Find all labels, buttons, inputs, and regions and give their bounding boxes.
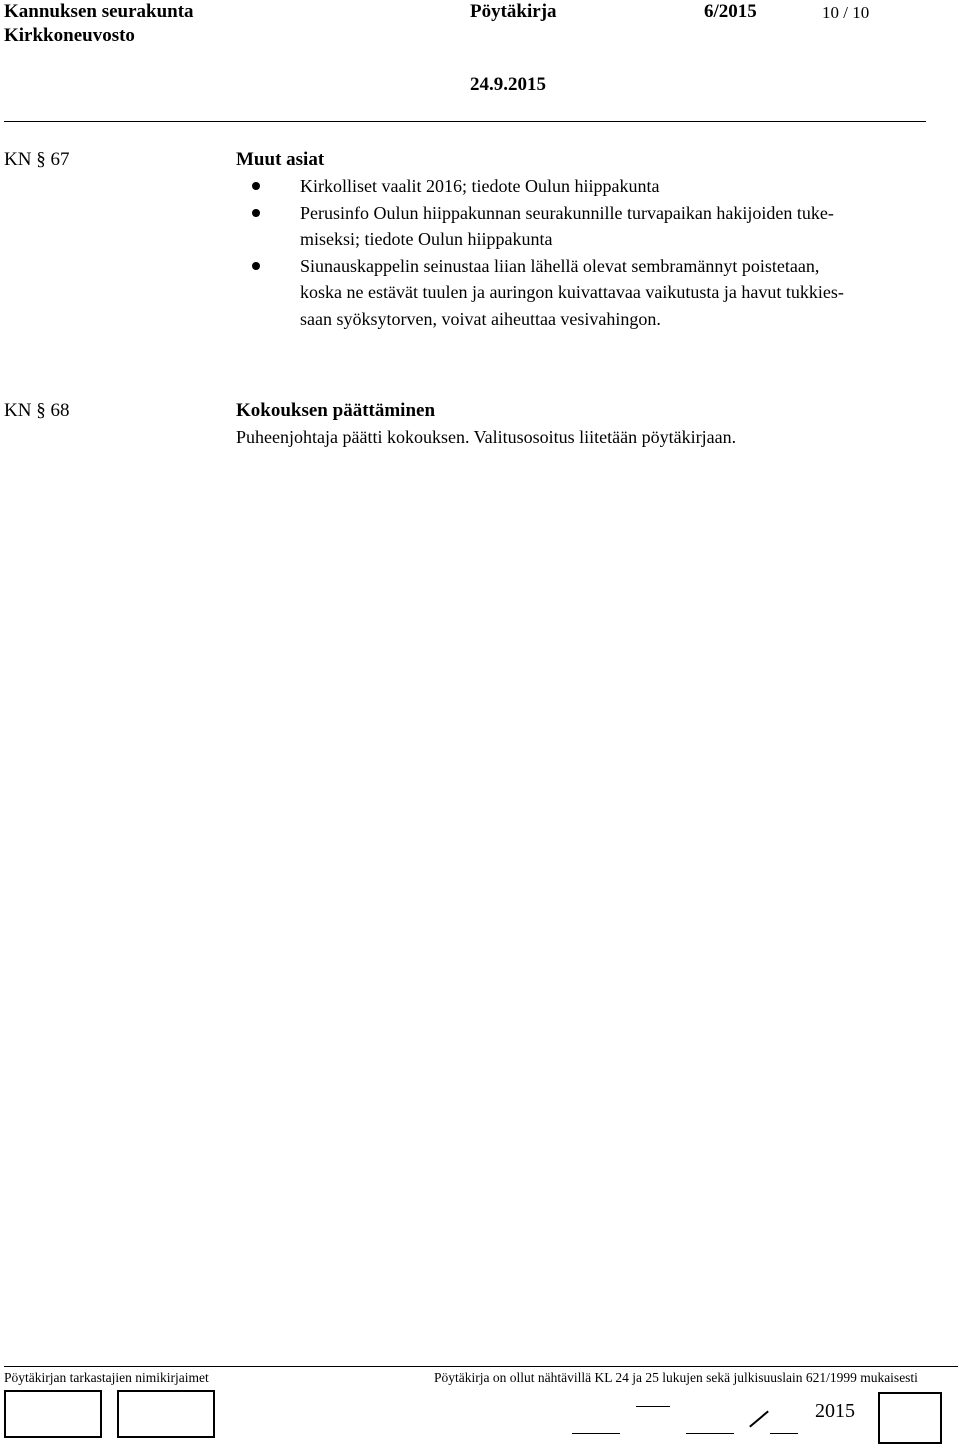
- section-title-68: Kokouksen päättäminen: [236, 400, 436, 421]
- date-blank-3: [686, 1433, 734, 1434]
- bullet-icon: [252, 209, 260, 217]
- inspectors-initials-label: Pöytäkirjan tarkastajien nimikirjaimet: [4, 1370, 209, 1385]
- footer-signature-box[interactable]: [878, 1392, 942, 1444]
- initials-box-1[interactable]: [4, 1390, 102, 1438]
- page-number: 10 / 10: [822, 3, 870, 22]
- display-notice-label: Pöytäkirja on ollut nähtävillä KL 24 ja 25 lukujen sekä julkisuuslain 621/1999 mukaisesti: [434, 1370, 918, 1385]
- date-blank-2: [636, 1406, 670, 1407]
- list-item: Perusinfo Oulun hiippakunnan seurakunnille turvapaikan hakijoiden tuke- miseksi; tiedote Oulun hiippakunta: [262, 200, 844, 253]
- footer-divider: [4, 1366, 958, 1367]
- meeting-date: 24.9.2015: [470, 74, 546, 95]
- section-title-67: Muut asiat: [236, 149, 325, 170]
- document-number: 6/2015: [704, 1, 757, 22]
- section-number-67: KN § 67: [4, 149, 70, 170]
- date-blank-1: [572, 1433, 620, 1434]
- initials-box-2[interactable]: [117, 1390, 215, 1438]
- bullet-icon: [252, 182, 260, 190]
- section-number-68: KN § 68: [4, 400, 70, 421]
- header-divider: [4, 121, 926, 122]
- organization-name: Kannuksen seurakunta: [4, 1, 194, 22]
- list-item: Kirkolliset vaalit 2016; tiedote Oulun hiippakunta: [262, 173, 844, 200]
- list-item: Siunauskappelin seinustaa liian lähellä olevat sembramännyt poistetaan, koska ne estävät tuulen ja auringon kuivattavaa vaikutusta ja havut tukkies- saan syöksytorven, voivat aiheuttaa vesivahingon.: [262, 253, 844, 333]
- footer-year: 2015: [815, 1400, 855, 1422]
- date-blank-4: [770, 1433, 798, 1434]
- date-slash: [749, 1411, 769, 1428]
- board-name: Kirkkoneuvosto: [4, 25, 135, 46]
- bullet-icon: [252, 262, 260, 270]
- section-text-68: Puheenjohtaja päätti kokouksen. Valitusosoitus liitetään pöytäkirjaan.: [236, 427, 737, 447]
- document-type: Pöytäkirja: [470, 1, 557, 22]
- bullet-list-67: [262, 173, 844, 332]
